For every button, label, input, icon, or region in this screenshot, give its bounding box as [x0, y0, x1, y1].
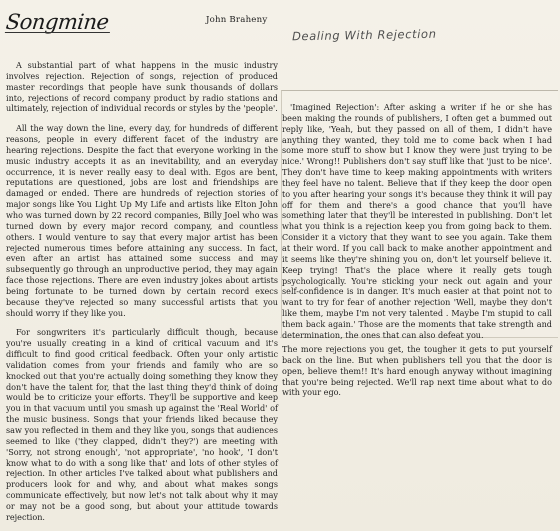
left-column	[6, 60, 278, 523]
handwritten-title: Dealing With Rejection	[291, 26, 437, 44]
column-logo: Songmine	[4, 10, 110, 34]
paragraph: A substantial part of what happens in the music industry involves rejection. Rejection of songs, rejection of produced master recordings that people have sunk thousands of dollars into, rejections of record company product by radio stations and ultimately, rejection of individual records or styles by the 'people'.	[6, 60, 278, 114]
paragraph: For songwriters it's particularly difficult though, because you're usually creating in a kind of critical vacuum and it's difficult to find good critical feedback. Often your only artistic validation comes from your friends and family who are so knocked out that you're actually doing something they know they don't have the talent for, that the last thing they'd think of doing would be to criticize your efforts. They'll be supportive and keep you in that vacuum until you smash up against the 'Real World' of the music business. Songs that your friends liked because they saw you reflected in them and they like you, songs that audiences seemed to like ('they clapped, didn't they?') are meeting with 'Sorry, not strong enough', 'not appropriate', 'no hook', 'I don't know what to do with a song like that' and lots of other styles of rejection. In other articles I've talked about what publishers and producers look for and why, and about what makes songs communicate effectively, but now let's not talk about why it may or may not be a good song, but about your attitude towards rejection.	[6, 327, 278, 522]
paragraph: The more rejections you get, the tougher it gets to put yourself back on the line. But when publishers tell you that the door is open, believe them!! It's hard enough anyway without imagining that you're being rejected. We'll rap next time about what to do with your ego.	[282, 344, 552, 398]
right-column-top	[282, 102, 552, 341]
paragraph: 'Imagined Rejection': After asking a writer if he or she has been making the rounds of publishers, I often get a bummed out reply like, 'Yeah, but they passed on all of them, I didn't have anything they wanted, they told me to come back when I had some more stuff to show but I know they were just trying to be nice.' Wrong!! Publishers don't say stuff like that 'just to be nice'. They don't have time to keep making appointments with writers they feel have no talent. Believe that if they keep the door open to you after hearing your songs it's because they think it will pay off for them and there's a good chance that you'll have something later that they'll be interested in publishing. Don't let what you think is a rejection keep you from going back to them. Consider it a victory that they want to see you again. Take them at their word. If you call back to make another appointment and it seems like they're shining you on, don't let yourself believe it. Keep trying! That's the place where it really gets tough psychologically. You're sticking your neck out again and your self-confidence is in danger. It's much easier at that point not to want to try for fear of another rejection 'Well, maybe they don't like them, maybe I'm not very talented . Maybe I'm stupid to call them back again.' Those are the moments that take strength and determination, the ones that can also defeat you.	[282, 102, 552, 340]
right-column-bottom	[282, 344, 552, 398]
author-name: John Braheny	[206, 15, 268, 25]
paragraph: All the way down the line, every day, for hundreds of different reasons, people in every different facet of the industry are hearing rejections. Despite the fact that everyone working in the music industry accepts it as an inevitability, and an everyday occurrence, it is never really easy to deal with. Egos are bent, reputations are questioned, jobs are lost and friendships are damaged or ended. There are hundreds of rejection stories of major songs like You Light Up My Life and artists like Elton John who was turned down by 22 record companies, Billy Joel who was turned down by every major record company, and countless others. I would venture to say that every major artist has been rejected numerous times before attaining any success. In fact, even after an artist has attained some success and may subsequently go through an unproductive period, they may again face those rejections. There are even industry jokes about artists being fortunate to be turned down by certain record execs because they've rejected so many successful artists that you should worry if they like you.	[6, 123, 278, 318]
